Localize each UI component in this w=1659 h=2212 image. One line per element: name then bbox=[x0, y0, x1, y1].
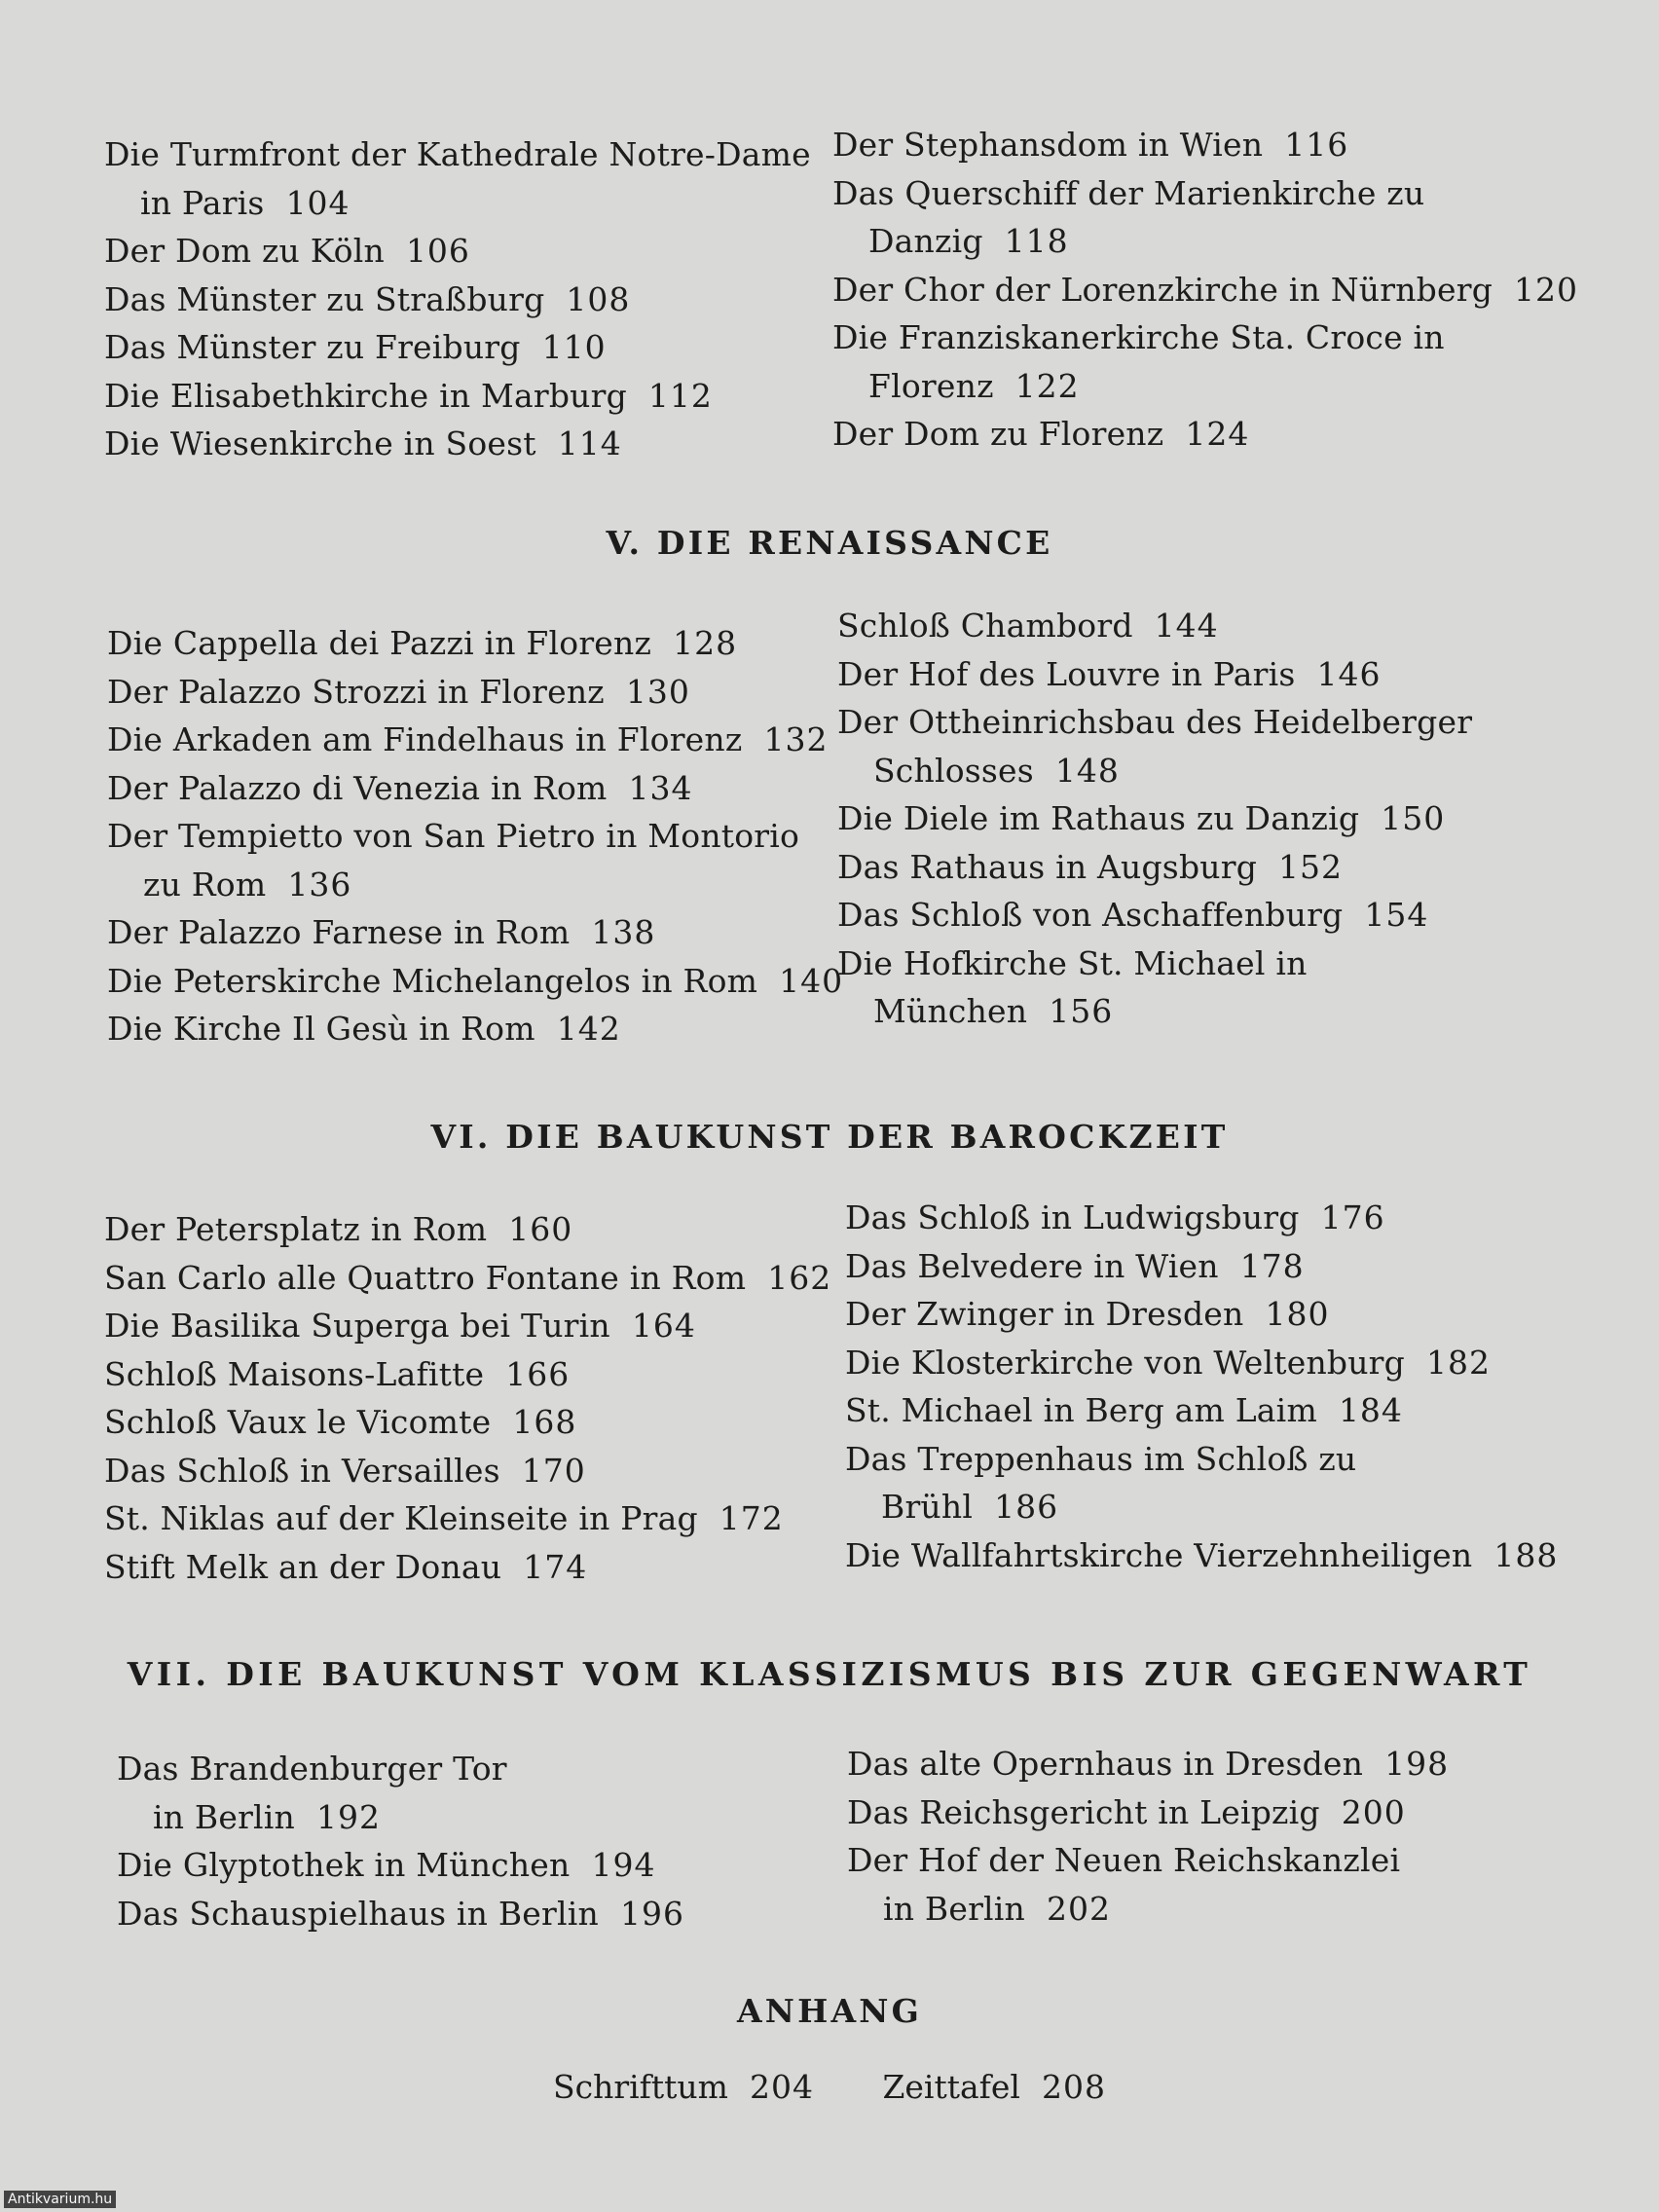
toc-entry bbox=[845, 1435, 1558, 1531]
toc-column bbox=[107, 619, 843, 1053]
toc-entry bbox=[104, 1398, 831, 1447]
entry-title bbox=[117, 1890, 684, 1938]
entry-text: Das Belvedere in Wien bbox=[845, 1246, 1219, 1285]
entry-title bbox=[104, 1543, 831, 1592]
entry-page-number: 138 bbox=[591, 913, 656, 951]
entry-title bbox=[845, 1531, 1558, 1580]
entry-page-number: 112 bbox=[647, 376, 713, 415]
toc-entry bbox=[117, 1841, 684, 1890]
entry-title bbox=[104, 227, 811, 276]
toc-entry bbox=[107, 668, 843, 717]
entry-title bbox=[104, 1447, 831, 1495]
watermark: Antikvarium.hu bbox=[4, 2191, 116, 2208]
toc-entry bbox=[107, 957, 843, 1006]
entry-text: Die Cappella dei Pazzi in Florenz bbox=[107, 624, 652, 662]
entry-text: Das Schloß von Aschaffenburg bbox=[837, 896, 1344, 934]
entry-page-number: 148 bbox=[1054, 751, 1120, 790]
entry-page-number: 120 bbox=[1514, 270, 1579, 309]
entry-text: in Berlin bbox=[153, 1797, 296, 1836]
entry-text: Das Münster zu Freiburg bbox=[104, 328, 521, 366]
entry-text: Der Ottheinrichsbau des Heidelberger bbox=[837, 703, 1473, 741]
entry-text: San Carlo alle Quattro Fontane in Rom bbox=[104, 1258, 747, 1297]
toc-entry bbox=[117, 1745, 684, 1841]
entry-page-number: 188 bbox=[1493, 1535, 1559, 1574]
entry-text: Die Franziskanerkirche Sta. Croce in bbox=[832, 318, 1445, 356]
entry-title bbox=[837, 891, 1472, 940]
toc-entry bbox=[845, 1531, 1558, 1580]
entry-text: Die Turmfront der Kathedrale Notre-Dame bbox=[104, 135, 811, 173]
entry-title bbox=[104, 130, 811, 179]
entry-text: Brühl bbox=[881, 1488, 974, 1526]
entry-page-number: 130 bbox=[625, 672, 690, 711]
entry-text: Das Querschiff der Marienkirche zu bbox=[832, 173, 1425, 212]
entry-page-number: 124 bbox=[1185, 415, 1250, 453]
entry-text: Schloß Vaux le Vicomte bbox=[104, 1403, 492, 1441]
entry-text: Das Schloß in Versailles bbox=[104, 1451, 500, 1490]
entry-page-number: 134 bbox=[628, 768, 693, 807]
entry-title bbox=[847, 1788, 1449, 1837]
entry-text: Die Diele im Rathaus zu Danzig bbox=[837, 799, 1360, 837]
entry-title bbox=[104, 1254, 831, 1303]
toc-entry bbox=[837, 650, 1472, 699]
entry-text: Der Hof des Louvre in Paris bbox=[837, 654, 1296, 693]
toc-entry bbox=[104, 1254, 831, 1303]
entry-page-number: 128 bbox=[673, 624, 738, 662]
entry-text: Das Reichsgericht in Leipzig bbox=[847, 1792, 1320, 1831]
entry-title-continued bbox=[845, 1483, 1558, 1531]
entry-page-number: 208 bbox=[1041, 2068, 1106, 2106]
entry-page-number: 186 bbox=[994, 1488, 1059, 1526]
entry-title bbox=[104, 420, 811, 468]
entry-page-number: 108 bbox=[566, 279, 631, 318]
entry-text: Das Schloß in Ludwigsburg bbox=[845, 1198, 1300, 1236]
entry-page-number: 136 bbox=[287, 865, 352, 903]
entry-title bbox=[845, 1290, 1558, 1339]
anhang-item bbox=[882, 2068, 1106, 2106]
section-heading-klassizismus: VII. DIE BAUKUNST VOM KLASSIZISMUS BIS ZUR GEGENWART bbox=[127, 1655, 1532, 1693]
entry-text: Der Stephansdom in Wien bbox=[832, 126, 1264, 164]
entry-text: Der Petersplatz in Rom bbox=[104, 1210, 488, 1248]
entry-text: St. Michael in Berg am Laim bbox=[845, 1391, 1317, 1429]
anhang-item bbox=[553, 2068, 814, 2106]
entry-title bbox=[104, 1494, 831, 1543]
toc-entry bbox=[837, 891, 1472, 940]
entry-page-number: 178 bbox=[1239, 1246, 1305, 1285]
entry-page-number: 118 bbox=[1004, 222, 1069, 260]
entry-page-number: 168 bbox=[512, 1403, 577, 1441]
entry-text: Das alte Opernhaus in Dresden bbox=[847, 1745, 1364, 1783]
toc-entry bbox=[107, 1005, 843, 1053]
toc-column bbox=[832, 121, 1578, 459]
entry-title-continued bbox=[832, 217, 1578, 266]
entry-title bbox=[832, 169, 1578, 218]
entry-title bbox=[104, 276, 811, 324]
entry-title bbox=[845, 1194, 1558, 1242]
toc-entry bbox=[847, 1788, 1449, 1837]
toc-entry bbox=[832, 313, 1578, 410]
entry-page-number: 204 bbox=[749, 2068, 814, 2106]
toc-entry bbox=[845, 1194, 1558, 1242]
entry-text: Der Palazzo di Venezia in Rom bbox=[107, 768, 608, 807]
entry-title bbox=[832, 410, 1578, 459]
toc-entry bbox=[104, 1494, 831, 1543]
section-heading-anhang: ANHANG bbox=[736, 1992, 923, 2030]
entry-text: Die Wallfahrtskirche Vierzehnheiligen bbox=[845, 1535, 1473, 1574]
toc-entry bbox=[104, 1350, 831, 1399]
entry-title bbox=[837, 940, 1472, 988]
toc-column bbox=[847, 1740, 1449, 1933]
toc-entry bbox=[107, 764, 843, 813]
entry-text: Der Dom zu Florenz bbox=[832, 415, 1164, 453]
entry-page-number: 104 bbox=[285, 183, 350, 222]
entry-title: Zeittafel bbox=[882, 2068, 1020, 2106]
toc-entry bbox=[104, 1205, 831, 1254]
entry-title bbox=[837, 843, 1472, 892]
entry-page-number: 156 bbox=[1049, 992, 1114, 1030]
entry-page-number: 196 bbox=[619, 1894, 684, 1933]
entry-text: Die Elisabethkirche in Marburg bbox=[104, 376, 627, 415]
entry-page-number: 184 bbox=[1338, 1391, 1403, 1429]
entry-title bbox=[104, 1302, 831, 1350]
toc-entry bbox=[104, 130, 811, 227]
entry-text: Die Basilika Superga bei Turin bbox=[104, 1307, 610, 1345]
entry-title bbox=[104, 1205, 831, 1254]
entry-title bbox=[837, 602, 1472, 650]
entry-page-number: 180 bbox=[1265, 1295, 1330, 1333]
entry-text: Schloß Chambord bbox=[837, 607, 1133, 645]
section-heading-barock: VI. DIE BAUKUNST DER BAROCKZEIT bbox=[430, 1118, 1229, 1156]
toc-column bbox=[104, 130, 811, 468]
entry-title bbox=[107, 1005, 843, 1053]
toc-entry bbox=[104, 1447, 831, 1495]
entry-text: Der Palazzo Strozzi in Florenz bbox=[107, 672, 605, 711]
entry-title bbox=[107, 619, 843, 668]
entry-page-number: 172 bbox=[719, 1499, 784, 1537]
entry-text: Die Glyptothek in München bbox=[117, 1846, 571, 1884]
entry-text: Der Tempietto von San Pietro in Montorio bbox=[107, 817, 800, 855]
entry-text: Florenz bbox=[868, 366, 994, 405]
entry-title bbox=[832, 121, 1578, 169]
entry-text: Die Kirche Il Gesù in Rom bbox=[107, 1010, 535, 1048]
entry-page-number: 200 bbox=[1341, 1792, 1406, 1831]
entry-text: Das Rathaus in Augsburg bbox=[837, 847, 1258, 886]
entry-title bbox=[104, 1350, 831, 1399]
entry-page-number: 152 bbox=[1278, 847, 1344, 886]
entry-page-number: 144 bbox=[1154, 607, 1219, 645]
entry-page-number: 160 bbox=[508, 1210, 573, 1248]
entry-text: Schloß Maisons-Lafitte bbox=[104, 1354, 485, 1393]
entry-page-number: 114 bbox=[557, 424, 622, 462]
entry-page-number: 142 bbox=[556, 1010, 621, 1048]
entry-page-number: 170 bbox=[521, 1451, 586, 1490]
entry-title bbox=[837, 794, 1472, 843]
toc-entry bbox=[107, 716, 843, 764]
entry-text: in Berlin bbox=[883, 1889, 1026, 1928]
toc-entry bbox=[107, 908, 843, 957]
entry-title-continued bbox=[104, 179, 811, 228]
entry-text: Das Brandenburger Tor bbox=[117, 1750, 507, 1788]
toc-column bbox=[845, 1194, 1558, 1579]
entry-text: St. Niklas auf der Kleinseite in Prag bbox=[104, 1499, 698, 1537]
entry-page-number: 154 bbox=[1364, 896, 1429, 934]
entry-page-number: 106 bbox=[405, 232, 470, 270]
entry-text: Der Hof der Neuen Reichskanzlei bbox=[847, 1841, 1401, 1879]
entry-title bbox=[107, 716, 843, 764]
entry-text: Schlosses bbox=[873, 751, 1034, 790]
entry-text: Das Treppenhaus im Schloß zu bbox=[845, 1439, 1357, 1478]
entry-text: Die Hofkirche St. Michael in bbox=[837, 943, 1308, 982]
entry-title-continued bbox=[117, 1793, 684, 1842]
toc-entry bbox=[104, 323, 811, 372]
toc-entry bbox=[832, 266, 1578, 314]
entry-title bbox=[117, 1841, 684, 1890]
entry-page-number: 146 bbox=[1316, 654, 1382, 693]
entry-title bbox=[847, 1740, 1449, 1788]
entry-title bbox=[104, 323, 811, 372]
entry-title bbox=[832, 266, 1578, 314]
toc-entry bbox=[832, 410, 1578, 459]
entry-text: Der Dom zu Köln bbox=[104, 232, 385, 270]
entry-title-continued bbox=[837, 747, 1472, 795]
toc-entry bbox=[104, 420, 811, 468]
toc-entry bbox=[832, 121, 1578, 169]
toc-entry bbox=[117, 1890, 684, 1938]
entry-title bbox=[107, 957, 843, 1006]
entry-page-number: 202 bbox=[1047, 1889, 1112, 1928]
entry-page-number: 192 bbox=[316, 1797, 382, 1836]
section-heading-renaissance: V. DIE RENAISSANCE bbox=[606, 524, 1053, 562]
toc-column bbox=[837, 602, 1472, 1036]
toc-entry bbox=[847, 1740, 1449, 1788]
entry-title-continued bbox=[847, 1885, 1449, 1934]
toc-entry bbox=[837, 794, 1472, 843]
entry-title bbox=[832, 313, 1578, 362]
entry-text: Die Peterskirche Michelangelos in Rom bbox=[107, 961, 758, 1000]
entry-page-number: 150 bbox=[1381, 799, 1446, 837]
entry-text: in Paris bbox=[140, 183, 265, 222]
entry-title bbox=[845, 1386, 1558, 1435]
entry-title bbox=[107, 668, 843, 717]
toc-entry bbox=[845, 1386, 1558, 1435]
entry-page-number: 174 bbox=[523, 1547, 588, 1586]
entry-title bbox=[837, 650, 1472, 699]
toc-entry bbox=[847, 1836, 1449, 1933]
toc-entry bbox=[104, 1302, 831, 1350]
entry-page-number: 194 bbox=[591, 1846, 656, 1884]
entry-title bbox=[845, 1435, 1558, 1484]
entry-title bbox=[107, 908, 843, 957]
entry-title: Schrifttum bbox=[553, 2068, 728, 2106]
toc-entry bbox=[104, 372, 811, 421]
entry-title-continued bbox=[832, 362, 1578, 411]
entry-title bbox=[845, 1339, 1558, 1387]
entry-title bbox=[107, 812, 843, 861]
entry-page-number: 162 bbox=[767, 1258, 832, 1297]
toc-entry bbox=[845, 1242, 1558, 1291]
toc-entry bbox=[837, 698, 1472, 794]
entry-text: Danzig bbox=[868, 222, 983, 260]
entry-page-number: 198 bbox=[1384, 1745, 1450, 1783]
entry-title bbox=[107, 764, 843, 813]
entry-page-number: 132 bbox=[763, 720, 829, 758]
anhang-items bbox=[0, 2068, 1659, 2106]
toc-entry bbox=[837, 602, 1472, 650]
entry-title bbox=[837, 698, 1472, 747]
entry-title bbox=[104, 1398, 831, 1447]
toc-entry bbox=[104, 1543, 831, 1592]
entry-page-number: 166 bbox=[505, 1354, 571, 1393]
entry-text: Das Schauspielhaus in Berlin bbox=[117, 1894, 599, 1933]
toc-entry bbox=[832, 169, 1578, 266]
entry-text: Die Wiesenkirche in Soest bbox=[104, 424, 536, 462]
entry-title bbox=[845, 1242, 1558, 1291]
entry-text: Die Arkaden am Findelhaus in Florenz bbox=[107, 720, 743, 758]
entry-text: zu Rom bbox=[143, 865, 267, 903]
entry-page-number: 110 bbox=[541, 328, 607, 366]
entry-text: Die Klosterkirche von Weltenburg bbox=[845, 1343, 1405, 1382]
entry-text: Der Palazzo Farnese in Rom bbox=[107, 913, 571, 951]
toc-entry bbox=[107, 619, 843, 668]
entry-page-number: 140 bbox=[779, 961, 844, 1000]
entry-page-number: 122 bbox=[1014, 366, 1080, 405]
entry-text: Stift Melk an der Donau bbox=[104, 1547, 502, 1586]
toc-entry bbox=[845, 1290, 1558, 1339]
entry-page-number: 116 bbox=[1284, 126, 1349, 164]
entry-page-number: 176 bbox=[1320, 1198, 1385, 1236]
entry-page-number: 164 bbox=[631, 1307, 696, 1345]
entry-title-continued bbox=[107, 861, 843, 909]
entry-title-continued bbox=[837, 987, 1472, 1036]
entry-title bbox=[117, 1745, 684, 1793]
toc-column bbox=[104, 1205, 831, 1591]
entry-page-number: 182 bbox=[1425, 1343, 1491, 1382]
toc-entry bbox=[104, 227, 811, 276]
entry-title bbox=[104, 372, 811, 421]
toc-column bbox=[117, 1745, 684, 1937]
toc-entry bbox=[837, 940, 1472, 1036]
toc-entry bbox=[107, 812, 843, 908]
entry-title bbox=[847, 1836, 1449, 1885]
entry-text: Das Münster zu Straßburg bbox=[104, 279, 545, 318]
entry-text: Der Chor der Lorenzkirche in Nürnberg bbox=[832, 270, 1493, 309]
toc-entry bbox=[837, 843, 1472, 892]
entry-text: München bbox=[873, 992, 1028, 1030]
entry-text: Der Zwinger in Dresden bbox=[845, 1295, 1244, 1333]
toc-entry bbox=[104, 276, 811, 324]
toc-entry bbox=[845, 1339, 1558, 1387]
